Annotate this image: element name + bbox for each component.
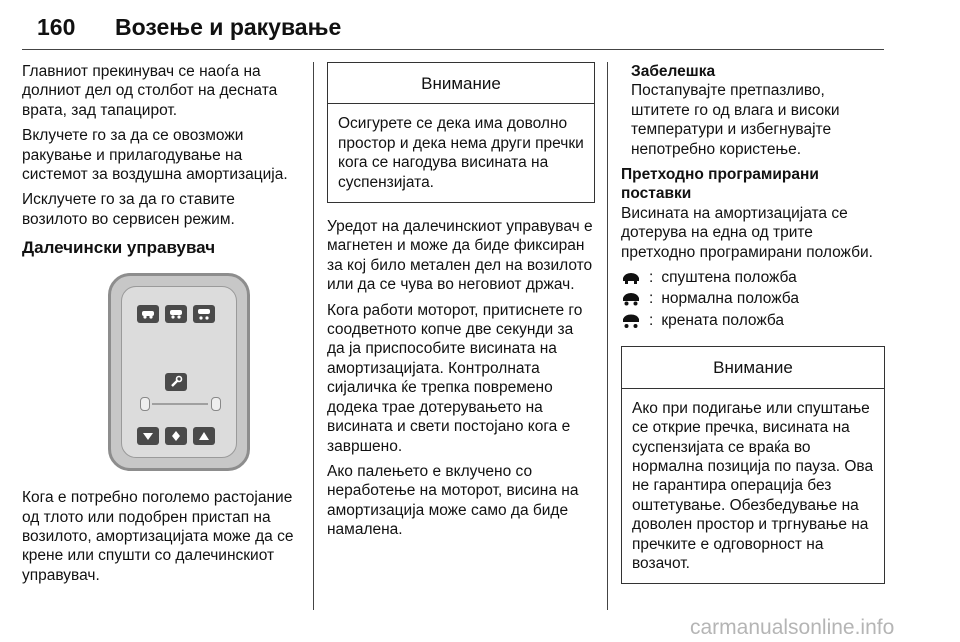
service-mode-paragraph: Исклучете го за да го ставите возилото во сервисен режим. bbox=[22, 191, 235, 228]
main-switch-paragraph: Главниот прекинувач се наоѓа на долниот дел од столбот на десната врата, зад тапацирот. bbox=[22, 63, 278, 119]
warning-box-1-title: Внимание bbox=[328, 63, 594, 104]
preset-lowered-button-icon bbox=[137, 305, 159, 323]
position-label: спуштена положба bbox=[661, 269, 797, 287]
position-row-lowered bbox=[621, 268, 885, 287]
engine-running-paragraph: Кога работи моторот, притиснете го соодветното копче две секунди за да ја приспособите висината на амортизацијата. Контролната сијаличка ќе трепка повремено додека трае дотерувањето на висината и свети постојано кога е завршено. bbox=[327, 301, 583, 455]
indicator-led-left-icon bbox=[140, 397, 150, 411]
column-1 bbox=[22, 62, 302, 591]
car-lowered-icon bbox=[621, 271, 641, 285]
page-title: Возење и ракување bbox=[115, 14, 342, 40]
position-label: крената положба bbox=[661, 311, 785, 329]
position-row-normal bbox=[621, 289, 885, 308]
warning-box-2-body: Ако при подигање или спуштање се открие пречка, висината на суспензијата се враќа во нормална позиција по пауза. Ова не гарантира операција без оштетување. Обезбедување на доволен простор и тргнување на пречките е одговорност на возачот. bbox=[632, 399, 874, 572]
preset-normal-button-icon bbox=[165, 305, 187, 323]
positions-list bbox=[621, 268, 885, 330]
column-2 bbox=[327, 62, 595, 546]
lower-arrow-button-icon bbox=[137, 427, 159, 445]
magnetic-remote-paragraph: Уредот на далечинскиот управувач е магнетен и може да биде фиксиран за кој било метален дел на возилото или да се чува во неговиот држач. bbox=[327, 218, 593, 294]
preset-raised-button-icon bbox=[193, 305, 215, 323]
position-colon: : bbox=[649, 290, 654, 308]
column-divider-1 bbox=[313, 62, 314, 610]
remote-control-figure bbox=[22, 269, 296, 474]
watermark-text: carmanualsonline.info bbox=[690, 616, 895, 639]
header-rule bbox=[22, 49, 884, 50]
page-header bbox=[0, 0, 960, 52]
preset-settings-heading: Претходно програмирани поставки bbox=[621, 166, 819, 203]
car-raised-icon bbox=[621, 314, 641, 328]
stop-button-icon bbox=[165, 427, 187, 445]
service-wrench-button-icon bbox=[165, 373, 187, 391]
warning-box-1 bbox=[327, 62, 595, 203]
car-normal-icon bbox=[621, 292, 641, 306]
remote-usage-paragraph: Кога е потребно поголемо растојание од тлото или подобрен пристап на возилото, амортизацијата може да се крене или спушти со далечинскиот управувач. bbox=[22, 489, 294, 584]
indicator-led-right-icon bbox=[211, 397, 221, 411]
page-number: 160 bbox=[37, 14, 76, 40]
warning-box-2 bbox=[621, 346, 885, 584]
ignition-on-paragraph: Ако палењето е вклучено со неработење на моторот, висина на амортизација може само да биде намалена. bbox=[327, 462, 579, 539]
position-colon: : bbox=[649, 311, 654, 329]
raise-arrow-button-icon bbox=[193, 427, 215, 445]
warning-box-2-title: Внимание bbox=[622, 347, 884, 388]
note-title: Забелешка bbox=[631, 63, 716, 80]
position-row-raised bbox=[621, 311, 885, 330]
warning-box-1-body: Осигурете се дека има доволно простор и дека нема други пречки кога се нагодува висината на суспензијата. bbox=[338, 115, 584, 191]
note-block bbox=[621, 62, 885, 159]
column-3 bbox=[621, 62, 885, 584]
position-label: нормална положба bbox=[661, 290, 799, 308]
column-divider-2 bbox=[607, 62, 608, 610]
preset-settings-paragraph: Висината на амортизацијата се дотерува на една од трите претходно програмирани положби. bbox=[621, 204, 873, 261]
note-body: Постапувајте претпазливо, штитете го од влага и високи температури и избегнувајте непотребно користење. bbox=[631, 82, 840, 158]
enable-paragraph: Вклучете го за да се овозможи ракување и прилагодување на системот за воздушна амортизација. bbox=[22, 127, 288, 184]
position-colon: : bbox=[649, 269, 654, 287]
remote-control-illustration bbox=[108, 273, 250, 471]
remote-control-heading: Далечински управувач bbox=[22, 238, 216, 258]
